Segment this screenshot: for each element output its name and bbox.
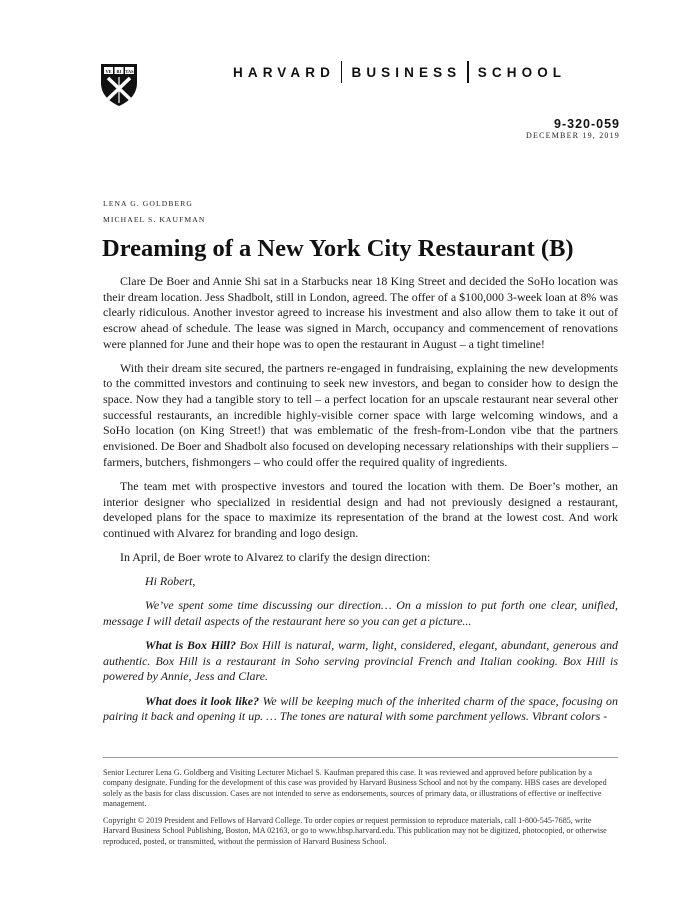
email-intro: We’ve spent some time discussing our direction… On a mission to put forth one clear, unified, message I will detail aspects of the restaurant here so you can get a picture... bbox=[103, 598, 618, 628]
footnote-divider bbox=[103, 757, 618, 758]
footnote-copyright: Copyright © 2019 President and Fellows of Harvard College. To order copies or request permission to reproduce materials, call 1-800-545-7685, write Harvard Business School Publishing, Boston, MA 02163, or go to www.hbsp.harvard.edu. This publication may not be digitized, photocopied, or otherwise reproduced, posted, or transmitted, without the permission of Harvard Business School. bbox=[103, 816, 607, 846]
body-paragraph: Clare De Boer and Annie Shi sat in a Starbucks near 18 King Street and decided the SoHo location was their dream location. Jess Shadbolt, still in London, agreed. The offer of a $100,000 3-week loan at 8% was clearly ridiculous. Another investor agreed to increase his investment and also allow them to take it out of escrow ahead of schedule. The lease was signed in March, occupancy and commencement of renovations were planned for June and their hope was to open the restaurant in August – a tight timeline! bbox=[103, 274, 618, 351]
masthead-word-business: BUSINESS bbox=[351, 64, 462, 80]
email-answer-text: Box Hill is natural, warm, light, considered, elegant, abundant, generous and authentic. Box Hill is a restaurant in Soho serving provincial French and Italian cooking. Box Hill is powered by Annie, Jess and Clare. bbox=[103, 638, 619, 684]
shield-text-ri: RI bbox=[116, 69, 122, 74]
document-title: Dreaming of a New York City Restaurant (B) bbox=[102, 235, 574, 262]
author-name: LENA G. GOLDBERG bbox=[103, 199, 193, 208]
footnote-preparation: Senior Lecturer Lena G. Goldberg and Visiting Lecturer Michael S. Kaufman prepared this case. It was reviewed and approved before publication by a company designate. Funding for the development of this case was provided by Harvard Business School and not by the company. HBS cases are developed solely as the basis for class discussion. Cases are not intended to serve as endorsements, sources of primary data, or illustrations of effective or ineffective management. bbox=[103, 768, 607, 808]
email-question-label: What does it look like? bbox=[145, 693, 260, 708]
masthead-word-school: SCHOOL bbox=[477, 64, 567, 80]
harvard-shield-logo bbox=[100, 63, 138, 107]
email-answer-text: We will be keeping much of the inherited charm of the space, focusing on pairing it back and opening it up. … The tones are natural with some parchment yellows. Vibrant colors - bbox=[103, 693, 618, 724]
case-number: 9-320-059 bbox=[554, 117, 620, 131]
masthead-word-harvard: HARVARD bbox=[233, 64, 335, 80]
shield-text-tas: TAS bbox=[125, 69, 134, 74]
author-name: MICHAEL S. KAUFMAN bbox=[103, 215, 206, 224]
email-greeting: Hi Robert, bbox=[145, 574, 196, 589]
email-section-look bbox=[103, 694, 618, 725]
email-question-label: What is Box Hill? bbox=[145, 638, 236, 653]
body-paragraph: In April, de Boer wrote to Alvarez to clarify the design direction: bbox=[120, 550, 431, 564]
masthead-divider bbox=[341, 61, 343, 83]
school-masthead bbox=[233, 62, 621, 82]
email-section-what-is bbox=[103, 638, 618, 685]
masthead-divider bbox=[467, 61, 469, 83]
body-paragraph: The team met with prospective investors and toured the location with them. De Boer’s mother, an interior designer who specialized in residential design and had not previously designed a restaurant, developed plans for the space to maximize its representation of the brand at the lowest cost. And work continued with Alvarez for branding and logo design. bbox=[103, 478, 618, 540]
body-paragraph: With their dream site secured, the partners re-engaged in fundraising, explaining the new developments to the committed investors and continuing to seek new investors, and began to consider how to design the space. Now they had a tangible story to tell – a perfect location for an upscale restaurant near several other successful restaurants, an incredible highly-visible corner space with large welcoming windows, and a SoHo location (on King Street!) that was emblematic of the fresh-from-London vibe that the partners envisioned. De Boer and Shadbolt also focused on developing necessary relationships with their suppliers – farmers, butchers, fishmongers – who could offer the required quality of ingredients. bbox=[103, 360, 618, 469]
shield-text-ve: VE bbox=[105, 69, 112, 74]
case-date: DECEMBER 19, 2019 bbox=[526, 131, 620, 140]
document-body bbox=[103, 274, 618, 733]
